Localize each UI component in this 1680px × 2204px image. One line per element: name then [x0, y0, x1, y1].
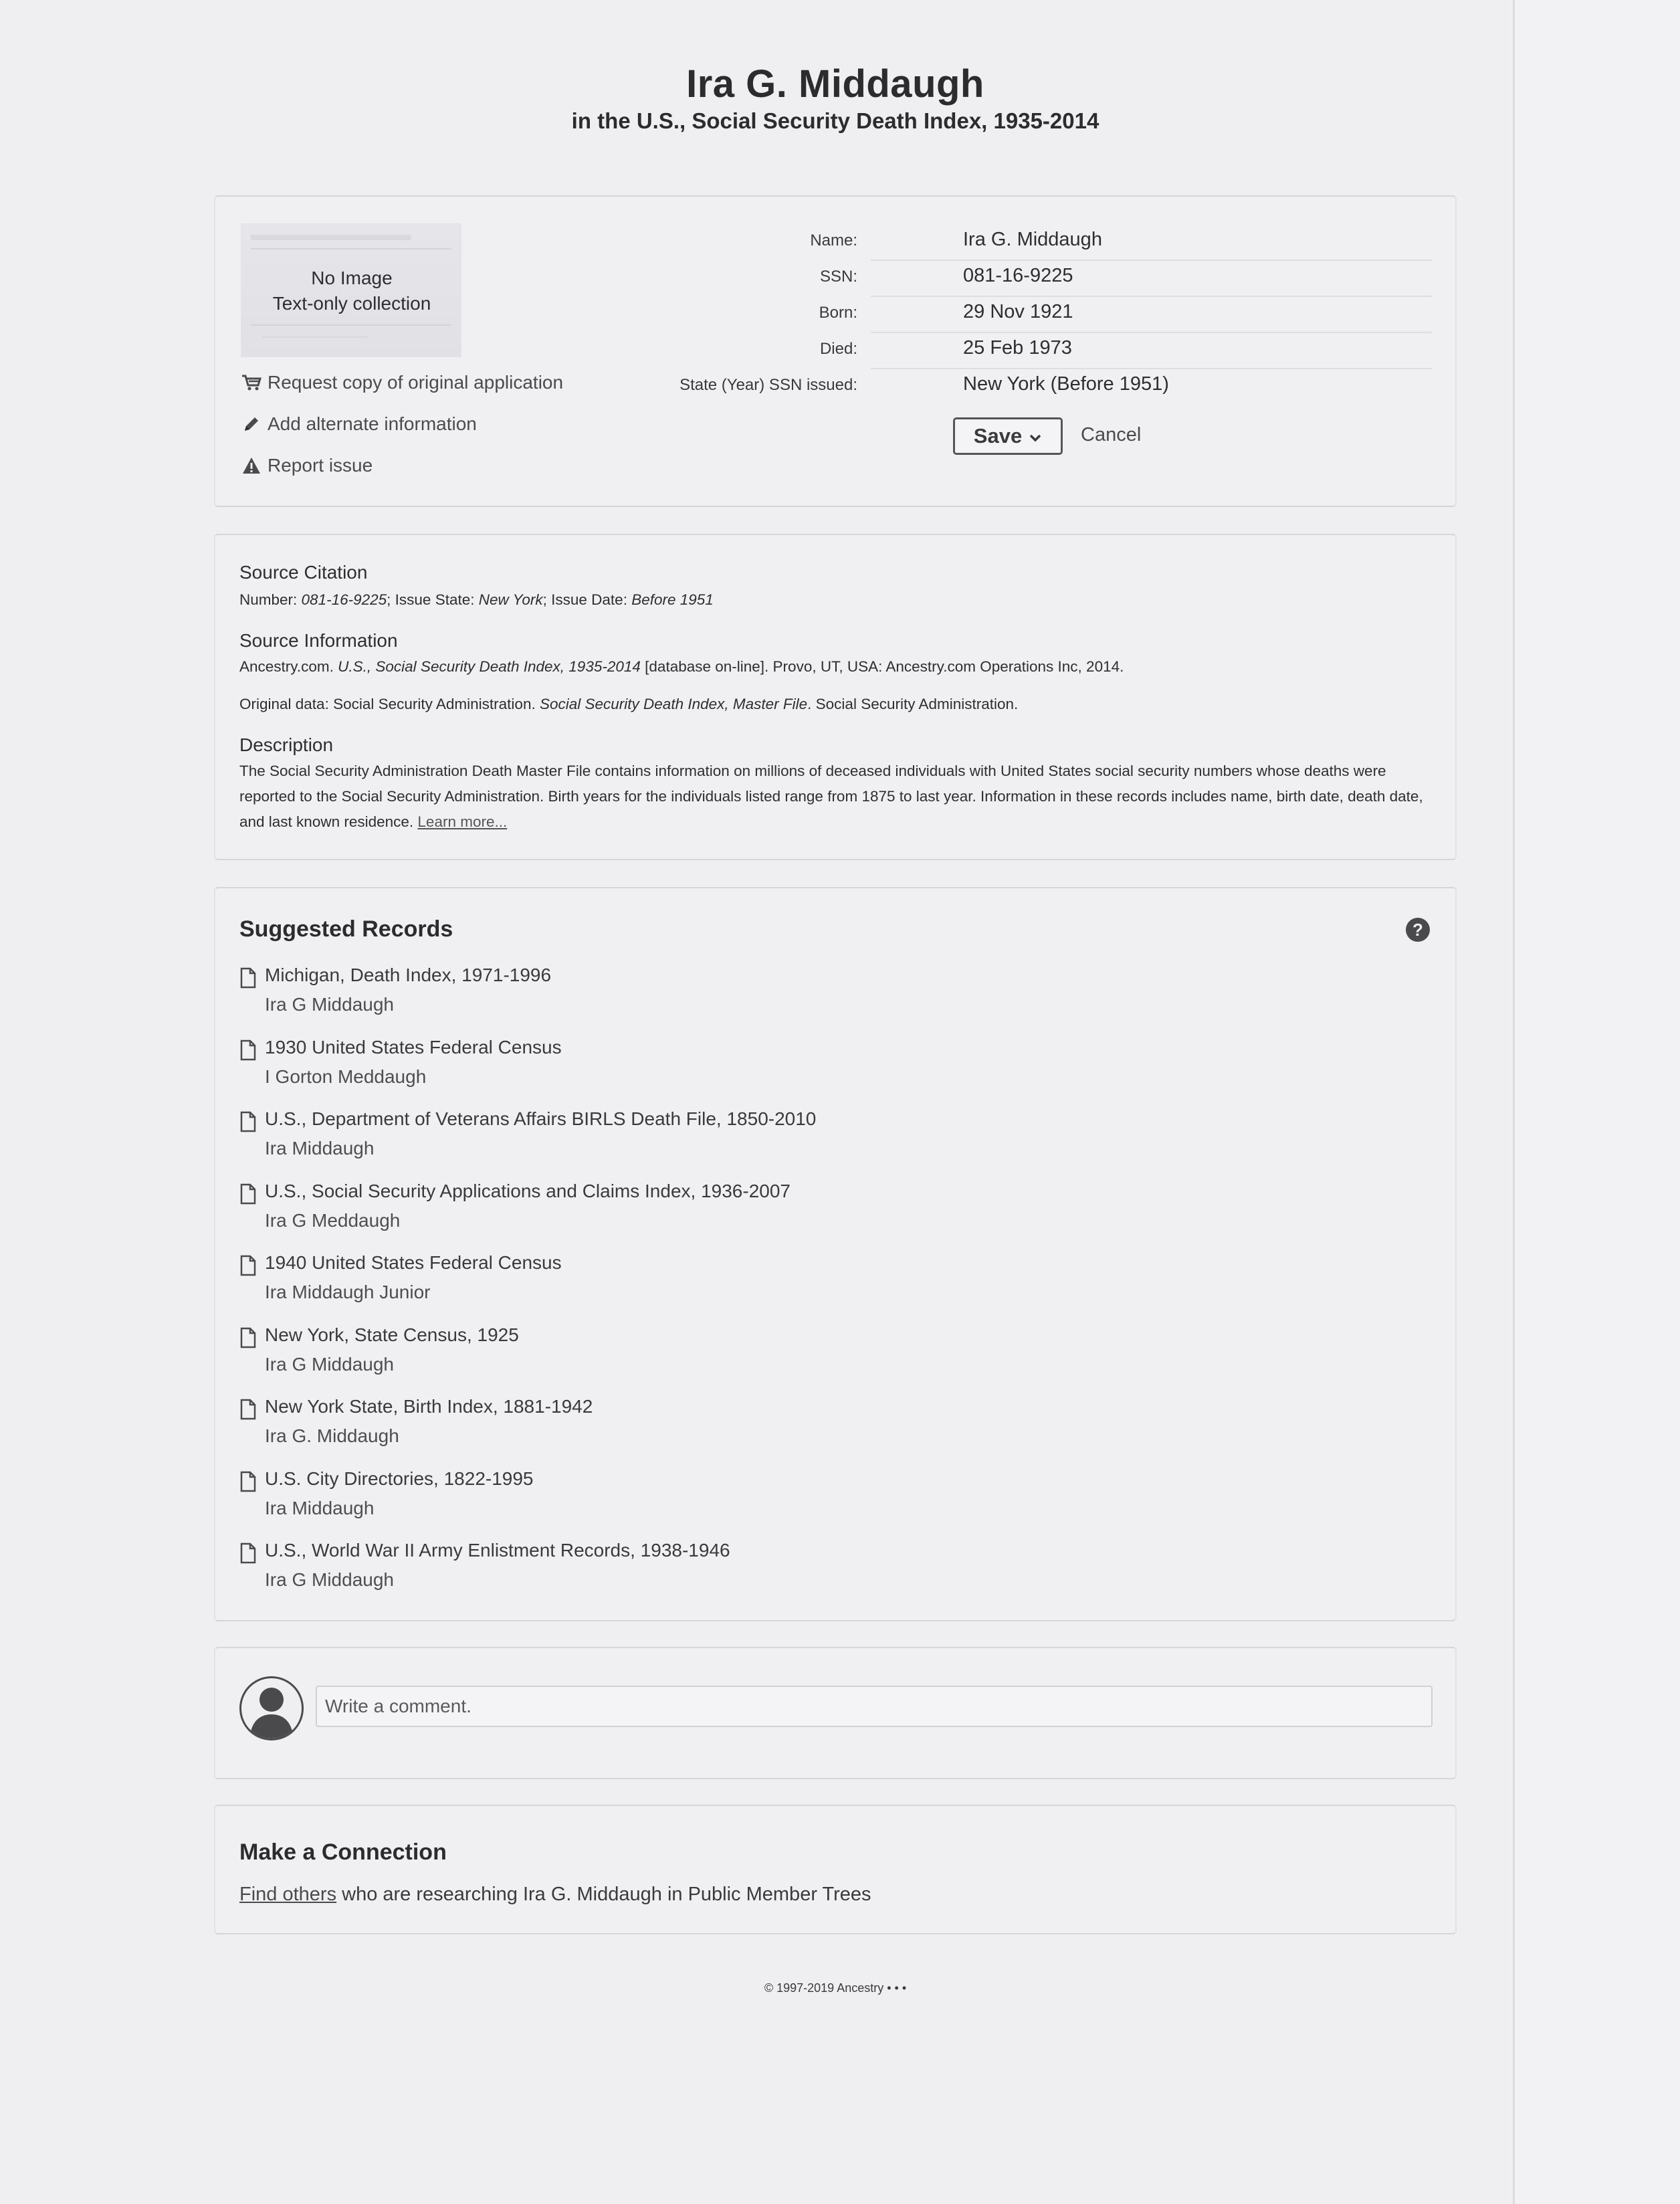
suggested-record[interactable] — [239, 1037, 1042, 1097]
collection-subtitle: in the U.S., Social Security Death Index, 1935-2014 — [571, 108, 1099, 133]
record-person-name: Ira G Meddaugh — [265, 1209, 401, 1231]
document-icon — [239, 1039, 257, 1061]
record-fields — [643, 225, 1433, 405]
field-row-born — [643, 297, 1433, 333]
original-suffix: . Social Security Administration. — [807, 696, 1019, 712]
report-issue-label: Report issue — [268, 455, 373, 476]
record-person-name: Ira G Middaugh — [265, 1569, 394, 1590]
document-icon — [239, 1399, 257, 1420]
record-image-placeholder — [241, 223, 461, 357]
source-citation-heading: Source Citation — [239, 562, 368, 583]
help-icon[interactable]: ? — [1406, 918, 1430, 942]
suggested-record[interactable] — [239, 965, 1042, 1025]
suggested-record[interactable] — [239, 1324, 1042, 1385]
document-icon — [239, 1183, 257, 1205]
request-copy-label: Request copy of original application — [268, 372, 564, 393]
info-title: U.S., Social Security Death Index, 1935-2014 — [338, 658, 641, 675]
record-person-name: Ira G Middaugh — [265, 1353, 394, 1375]
citation-date-label: ; Issue Date: — [542, 591, 627, 608]
record-person-name: Ira Middaugh Junior — [265, 1282, 431, 1302]
record-person-name: Ira G Middaugh — [265, 994, 394, 1015]
source-information-heading: Source Information — [239, 630, 398, 651]
field-row-died — [643, 333, 1433, 369]
thumb-ghost-line — [261, 336, 369, 338]
avatar — [239, 1676, 304, 1740]
suggested-records-title: Suggested Records — [239, 916, 453, 942]
user-silhouette-icon — [241, 1678, 302, 1738]
field-label: Died: — [819, 340, 857, 358]
record-title[interactable]: 1940 United States Federal Census — [265, 1252, 562, 1273]
field-row-state-issued — [643, 369, 1433, 405]
description-text — [239, 759, 1437, 835]
citation-number-label: Number: — [239, 591, 298, 608]
original-data-text — [239, 692, 1437, 717]
footer — [214, 1981, 1457, 1995]
field-label: Name: — [810, 231, 857, 249]
document-icon — [239, 967, 257, 989]
suggested-record[interactable] — [239, 1108, 1042, 1169]
connection-text — [239, 1884, 871, 1906]
field-row-ssn — [643, 261, 1433, 297]
record-title[interactable]: 1930 United States Federal Census — [265, 1036, 562, 1058]
suggested-record[interactable] — [239, 1396, 1042, 1456]
record-person-name: Ira G. Middaugh — [265, 1425, 399, 1446]
source-card — [214, 534, 1457, 860]
record-person-name: I Gorton Meddaugh — [265, 1066, 427, 1087]
record-title[interactable]: Michigan, Death Index, 1971-1996 — [265, 965, 552, 985]
field-label: State (Year) SSN issued: — [679, 376, 857, 394]
record-title[interactable]: U.S., Department of Veterans Affairs BIRLS Death File, 1850-2010 — [265, 1108, 817, 1129]
citation-state-label: ; Issue State: — [387, 591, 475, 608]
thumb-ghost-line — [251, 235, 411, 240]
make-connection-title: Make a Connection — [239, 1839, 447, 1865]
page-title: Ira G. Middaugh — [686, 62, 984, 106]
record-title[interactable]: New York, State Census, 1925 — [265, 1324, 519, 1345]
record-person-name: Ira Middaugh — [265, 1138, 375, 1159]
info-suffix: [database on-line]. Provo, UT, USA: Ancestry.com Operations Inc, 2014. — [645, 658, 1124, 675]
field-value: New York (Before 1951) — [963, 373, 1169, 395]
report-issue-link[interactable] — [241, 452, 373, 479]
suggested-record[interactable] — [239, 1468, 1042, 1528]
original-title: Social Security Death Index, Master File — [539, 696, 808, 712]
comment-card — [214, 1647, 1457, 1779]
suggested-record[interactable] — [239, 1540, 1042, 1600]
info-prefix: Ancestry.com. — [239, 658, 334, 675]
field-value: 29 Nov 1921 — [963, 301, 1073, 322]
document-icon — [239, 1111, 257, 1132]
record-person-name: Ira Middaugh — [265, 1497, 375, 1518]
no-image-text — [241, 266, 461, 316]
connection-rest-text: who are researching Ira G. Middaugh in Public Member Trees — [336, 1884, 871, 1905]
record-card — [214, 195, 1457, 507]
record-title[interactable]: U.S., World War II Army Enlistment Records, 1938-1946 — [265, 1540, 730, 1561]
source-information-text — [239, 654, 1437, 680]
save-label: Save — [973, 424, 1023, 447]
description-body: The Social Security Administration Death Master File contains information on millions of deceased individuals with United States social security numbers whose deaths were reported to the Social Security Administration. Birth years for the individuals listed range from 1875 to last year. Information in these records includes name, birth date, death date, and last known residence. — [239, 763, 1423, 830]
record-title[interactable]: New York State, Birth Index, 1881-1942 — [265, 1396, 593, 1417]
field-label: Born: — [819, 304, 857, 322]
document-icon — [239, 1327, 257, 1348]
suggested-record[interactable] — [239, 1252, 1042, 1312]
document-icon — [239, 1471, 257, 1492]
cart-icon — [241, 372, 262, 393]
learn-more-link[interactable]: Learn more... — [417, 813, 508, 830]
chevron-down-icon — [1029, 424, 1042, 448]
record-title[interactable]: U.S. City Directories, 1822-1995 — [265, 1468, 534, 1489]
description-heading: Description — [239, 734, 334, 755]
field-row-name — [643, 225, 1433, 261]
field-value: Ira G. Middaugh — [963, 229, 1102, 250]
source-citation-text — [239, 587, 1437, 613]
citation-date: Before 1951 — [631, 591, 714, 608]
save-button[interactable] — [953, 417, 1063, 455]
add-alternate-link[interactable] — [241, 411, 477, 437]
text-only-label: Text-only collection — [272, 293, 431, 314]
cancel-button[interactable]: Cancel — [1081, 424, 1142, 445]
citation-state: New York — [478, 591, 543, 608]
record-title[interactable]: U.S., Social Security Applications and Claims Index, 1936-2007 — [265, 1180, 791, 1201]
original-prefix: Original data: Social Security Administration. — [239, 696, 536, 712]
document-icon — [239, 1542, 257, 1564]
scan-margin — [1515, 0, 1680, 2204]
find-others-link[interactable]: Find others — [239, 1884, 337, 1905]
connection-card — [214, 1805, 1457, 1934]
field-value: 25 Feb 1973 — [963, 337, 1072, 359]
field-value: 081-16-9225 — [963, 265, 1073, 286]
comment-input[interactable] — [316, 1686, 1433, 1727]
add-alternate-label: Add alternate information — [268, 413, 477, 434]
copyright-text: © 1997-2019 Ancestry — [764, 1981, 884, 1995]
thumb-ghost-line — [251, 248, 451, 249]
no-image-label: No Image — [311, 268, 393, 288]
footer-dots: • • • — [887, 1981, 907, 1995]
document-icon — [239, 1255, 257, 1276]
suggested-record[interactable] — [239, 1181, 1042, 1241]
field-label: SSN: — [819, 268, 857, 286]
thumb-ghost-line — [251, 324, 451, 326]
suggested-records-card — [214, 887, 1457, 1621]
warning-icon — [241, 455, 262, 476]
pencil-icon — [241, 413, 262, 435]
scan-edge-line — [1513, 0, 1515, 2204]
citation-number: 081-16-9225 — [301, 591, 387, 608]
request-copy-link[interactable] — [241, 369, 563, 396]
